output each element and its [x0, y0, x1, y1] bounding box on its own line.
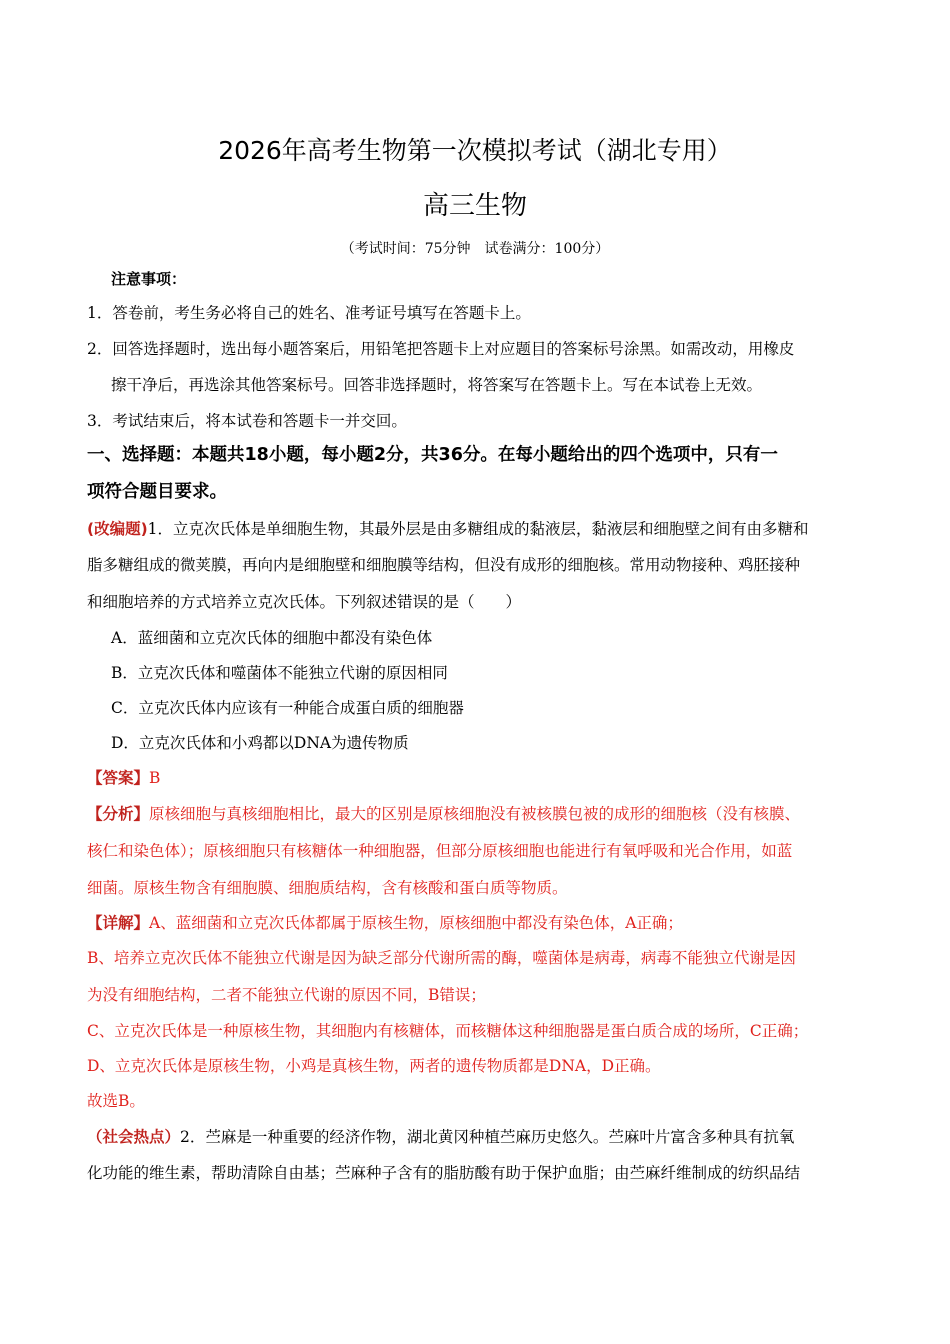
- answer-value: B: [149, 769, 161, 787]
- analysis-label: 【分析】: [87, 805, 150, 823]
- answer-line: [87, 767, 877, 789]
- detail-label: 【详解】: [87, 914, 150, 932]
- option-d: D．立克次氏体和小鸡都以DNA为遗传物质: [111, 734, 409, 752]
- detail-line: C、立克次氏体是一种原核生物，其细胞内有核糖体，而核糖体这种细胞器是蛋白质合成的场所，C正确；: [87, 1022, 809, 1040]
- question-2-stem: [87, 1126, 877, 1148]
- exam-info: （考试时间：75分钟 试卷满分：100分）: [340, 241, 610, 257]
- option-c: C．立克次氏体内应该有一种能合成蛋白质的细胞器: [111, 699, 464, 717]
- detail-line: 为没有细胞结构，二者不能独立代谢的原因不同，B错误；: [87, 986, 486, 1004]
- exam-title: 2026年高考生物第一次模拟考试（湖北专用）: [218, 136, 732, 165]
- question-tag: （社会热点）: [87, 1128, 181, 1146]
- stem-text: 1．立克次氏体是单细胞生物，其最外层是由多糖组成的黏液层，黏液层和细胞壁之间有由多糖和: [147, 520, 809, 538]
- conclusion-line: 故选B。: [87, 1092, 145, 1110]
- analysis-line: 核仁和染色体）；原核细胞只有核糖体一种细胞器，但部分原核细胞也能进行有氧呼吸和光合作用，如蓝: [87, 842, 793, 860]
- question-1-stem-line: 脂多糖组成的微荚膜，再向内是细胞壁和细胞膜等结构，但没有成形的细胞核。常用动物接种、鸡胚接种: [87, 556, 801, 574]
- section-heading-cont: 项符合题目要求。: [87, 482, 227, 502]
- question-1-stem: [87, 518, 877, 540]
- question-tag: (改编题): [87, 520, 148, 538]
- analysis-text: 原核细胞与真核细胞相比，最大的区别是原核细胞没有被核膜包被的成形的细胞核（没有核膜、: [149, 805, 801, 823]
- note-item: 1．答卷前，考生务必将自己的姓名、准考证号填写在答题卡上。: [87, 304, 531, 322]
- detail-line: B、培养立克次氏体不能独立代谢是因为缺乏部分代谢所需的酶，噬菌体是病毒，病毒不能独立代谢是因: [87, 949, 796, 967]
- note-item: 3．考试结束后，将本试卷和答题卡一并交回。: [87, 412, 407, 430]
- section-heading: 一、选择题：本题共18小题，每小题2分，共36分。在每小题给出的四个选项中，只有一: [87, 445, 778, 465]
- note-item: 擦干净后，再选涂其他答案标号。回答非选择题时，将答案写在答题卡上。写在本试卷上无效。: [111, 376, 763, 394]
- analysis-line: 细菌。原核生物含有细胞膜、细胞质结构，含有核酸和蛋白质等物质。: [87, 879, 568, 897]
- note-item: 2．回答选择题时，选出每小题答案后，用铅笔把答题卡上对应题目的答案标号涂黑。如需改动，用橡皮: [87, 340, 795, 358]
- question-2-stem-line: 化功能的维生素，帮助清除自由基；苎麻种子含有的脂肪酸有助于保护血脂；由苎麻纤维制成的纺织品结: [87, 1164, 801, 1182]
- answer-label: 【答案】: [87, 769, 150, 787]
- analysis-line: [87, 803, 877, 825]
- detail-line: D、立克次氏体是原核生物，小鸡是真核生物，两者的遗传物质都是DNA，D正确。: [87, 1057, 661, 1075]
- option-a: A．蓝细菌和立克次氏体的细胞中都没有染色体: [111, 629, 433, 647]
- stem-text: 2．苎麻是一种重要的经济作物，湖北黄冈种植苎麻历史悠久。苎麻叶片富含多种具有抗氧: [180, 1128, 795, 1146]
- detail-text: A、蓝细菌和立克次氏体都属于原核生物，原核细胞中都没有染色体，A正确；: [149, 914, 683, 932]
- exam-subtitle: 高三生物: [422, 191, 527, 221]
- option-b: B．立克次氏体和噬菌体不能独立代谢的原因相同: [111, 664, 448, 682]
- detail-line: [87, 912, 877, 934]
- notes-heading: 注意事项：: [111, 270, 187, 288]
- question-1-stem-line: 和细胞培养的方式培养立克次氏体。下列叙述错误的是（ ）: [87, 593, 522, 611]
